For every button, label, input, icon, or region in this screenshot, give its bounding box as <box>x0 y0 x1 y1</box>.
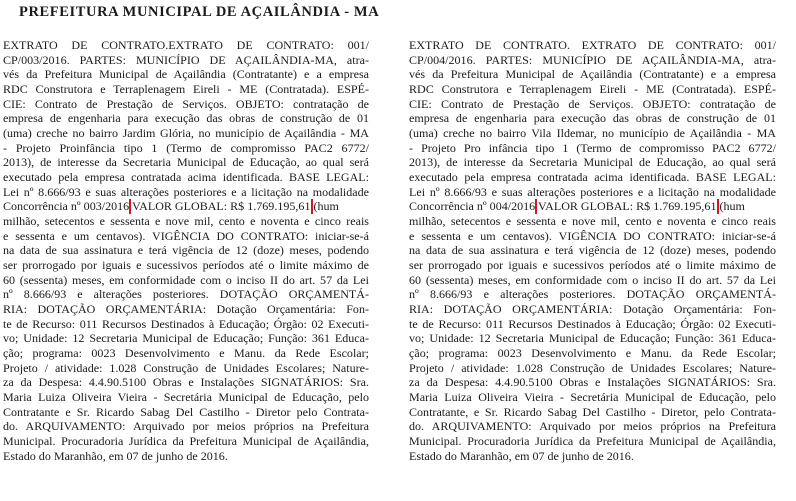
valor-global-highlight: VALOR GLOBAL: R$ 1.769.195,61 <box>537 199 717 214</box>
text-line: nº 8.666/93 e alterações posteriores. DOTAÇÃO ORÇAMENTÁ- <box>409 287 776 302</box>
text-line: executado pela empresa contratada acima identificada. BASE LEGAL: <box>409 170 776 185</box>
text-line: CIE: Contrato de Prestação de Serviços. OBJETO: contratação de <box>409 96 776 111</box>
text-line: Maria Luiza Oliveira Vieira - Secretária Municipal de Educação, pelo <box>3 390 369 405</box>
text-line: 2013), de interesse da Secretaria Municipal de Educação, ao qual será <box>409 155 776 170</box>
text-line: Estado do Maranhão, em 07 de junho de 2016. <box>409 448 634 463</box>
text-line: Projeto / atividade: 1.028 Construção de Unidades Escolares; Nature- <box>3 360 369 375</box>
text-line: ção; programa: 0023 Desenvolvimento e Manu. da Rede Escolar; <box>3 346 369 361</box>
text-line: na data de sua assinatura e terá vigência de 12 (doze) meses, podendo <box>409 243 776 258</box>
text-line: ser prorrogado por iguais e sucessivos períodos até o limite máximo de <box>409 258 776 273</box>
text-line: RDC Construtora e Terraplenagem Eireli - ME (Contratada). ESPÉ- <box>3 82 369 97</box>
text-line: 2013), de interesse da Secretaria Municipal de Educação, ao qual será <box>3 155 369 170</box>
text-line: ser prorrogado por iguais e sucessivos períodos até o limite máximo de <box>3 258 369 273</box>
valor-global-highlight: VALOR GLOBAL: R$ 1.769.195,61 <box>131 199 311 214</box>
text-line: te de Recurso: 011 Recursos Destinados à Educação; Órgão: 02 Executi- <box>3 316 369 331</box>
text-line: empresa de engenharia para execução das obras de construção de 01 <box>409 111 776 126</box>
text-segment: Concorrência nº 003/2016 <box>3 199 130 214</box>
text-line: e sessenta e um centavos). VIGÊNCIA DO CONTRATO: iniciar-se-á <box>409 228 776 243</box>
text-line: vés da Prefeitura Municipal de Açailândia (Contratante) e a empresa <box>409 67 776 82</box>
text-line: nº 8.666/93 e alterações posteriores. DOTAÇÃO ORÇAMENTÁ- <box>3 287 369 302</box>
text-line: te de Recurso: 011 Recursos Destinados à Educação; Órgão: 02 Executi- <box>409 316 776 331</box>
text-line: (uma) creche no bairro Vila Ildemar, no município de Açailândia - MA <box>409 126 776 141</box>
text-segment: (hum <box>310 199 339 214</box>
text-line: empresa de engenharia para execução das obras de construção de 01 <box>3 111 369 126</box>
text-line: Municipal. Procuradoria Jurídica da Prefeitura Municipal de Açailândia, <box>3 434 369 449</box>
text-line: Estado do Maranhão, em 07 de junho de 2016. <box>3 448 228 463</box>
text-line: Contratante e Sr. Ricardo Sabag Del Castilho - Diretor pelo Contrata- <box>3 404 369 419</box>
text-line: 60 (sessenta) meses, em conformidade com o inciso II do art. 57 da Lei <box>3 272 369 287</box>
contract-extract-left <box>3 38 369 463</box>
text-line: Lei nº 8.666/93 e suas alterações posteriores e a licitação na modalidade <box>3 184 369 199</box>
text-line: RIA: DOTAÇÃO ORÇAMENTÁRIA: Dotação Orçamentária: Fon- <box>3 302 369 317</box>
text-line: do. ARQUIVAMENTO: Arquivado por meios próprios na Prefeitura <box>409 419 776 434</box>
text-line: - Projeto Proinfância tipo 1 (Termo de compromisso PAC2 6772/ <box>3 140 369 155</box>
text-line: ção; programa: 0023 Desenvolvimento e Manu. da Rede Escolar; <box>409 346 776 361</box>
text-line: Maria Luiza Oliveira Vieira - Secretária Municipal de Educação, pelo <box>409 390 776 405</box>
text-line: Lei nº 8.666/93 e suas alterações posteriores e a licitação na modalidade <box>409 184 776 199</box>
text-line <box>409 199 776 214</box>
text-line: vés da Prefeitura Municipal de Açailândia (Contratante) e a empresa <box>3 67 369 82</box>
text-line: RIA: DOTAÇÃO ORÇAMENTÁRIA: Dotação Orçamentária: Fon- <box>409 302 776 317</box>
text-line: na data de sua assinatura e terá vigência de 12 (doze) meses, podendo <box>3 243 369 258</box>
text-line: CP/004/2016. PARTES: MUNICÍPIO DE AÇAILÂNDIA-MA, atra- <box>409 52 776 67</box>
text-line: EXTRATO DE CONTRATO. EXTRATO DE CONTRATO: 001/ <box>409 38 776 52</box>
text-line: (uma) creche no bairro Jardim Glória, no município de Açailândia - MA <box>3 126 369 141</box>
page-title: PREFEITURA MUNICIPAL DE AÇAILÂNDIA - MA <box>19 4 380 20</box>
text-line: 60 (sessenta) meses, em conformidade com o inciso II do art. 57 da Lei <box>409 272 776 287</box>
text-line: e sessenta e um centavos). VIGÊNCIA DO CONTRATO: iniciar-se-á <box>3 228 369 243</box>
text-line: vo; Unidade: 12 Secretaria Municipal de Educação; Função: 361 Educa- <box>3 331 369 346</box>
text-line: Projeto / atividade: 1.028 Construção de Unidades Escolares; Nature- <box>409 360 776 375</box>
text-segment: (hum <box>716 199 745 214</box>
text-line: milhão, setecentos e sessenta e nove mil, cento e noventa e cinco reais <box>3 214 369 229</box>
text-line: executado pela empresa contratada acima identificada. BASE LEGAL: <box>3 170 369 185</box>
text-line <box>3 199 369 214</box>
text-line: CIE: Contrato de Prestação de Serviços. OBJETO: contratação de <box>3 96 369 111</box>
text-line: do. ARQUIVAMENTO: Arquivado por meios próprios na Prefeitura <box>3 419 369 434</box>
text-line: za da Despesa: 4.4.90.5100 Obras e Instalações SIGNATÁRIOS: Sra. <box>3 375 369 390</box>
text-segment: Concorrência nº 004/2016 <box>409 199 536 214</box>
text-line: CP/003/2016. PARTES: MUNICÍPIO DE AÇAILÂNDIA-MA, atra- <box>3 52 369 67</box>
contract-extract-right <box>409 38 776 463</box>
text-line: RDC Construtora e Terraplenagem Eireli - ME (Contratada). ESPÉ- <box>409 82 776 97</box>
text-line: milhão, setecentos e sessenta e nove mil, cento e noventa e cinco reais <box>409 214 776 229</box>
text-line: za da Despesa: 4.4.90.5100 Obras e Instalações SIGNATÁRIOS: Sra. <box>409 375 776 390</box>
text-line: - Projeto Pro infância tipo 1 (Termo de compromisso PAC2 6772/ <box>409 140 776 155</box>
text-line: EXTRATO DE CONTRATO.EXTRATO DE CONTRATO: 001/ <box>3 38 369 52</box>
text-line: vo; Unidade: 12 Secretaria Municipal de Educação; Função: 361 Educa- <box>409 331 776 346</box>
text-line: Contratante, e Sr. Ricardo Sabag Del Castilho - Diretor, pelo Contrata- <box>409 404 776 419</box>
text-line: Municipal. Procuradoria Jurídica da Prefeitura Municipal de Açailândia, <box>409 434 776 449</box>
